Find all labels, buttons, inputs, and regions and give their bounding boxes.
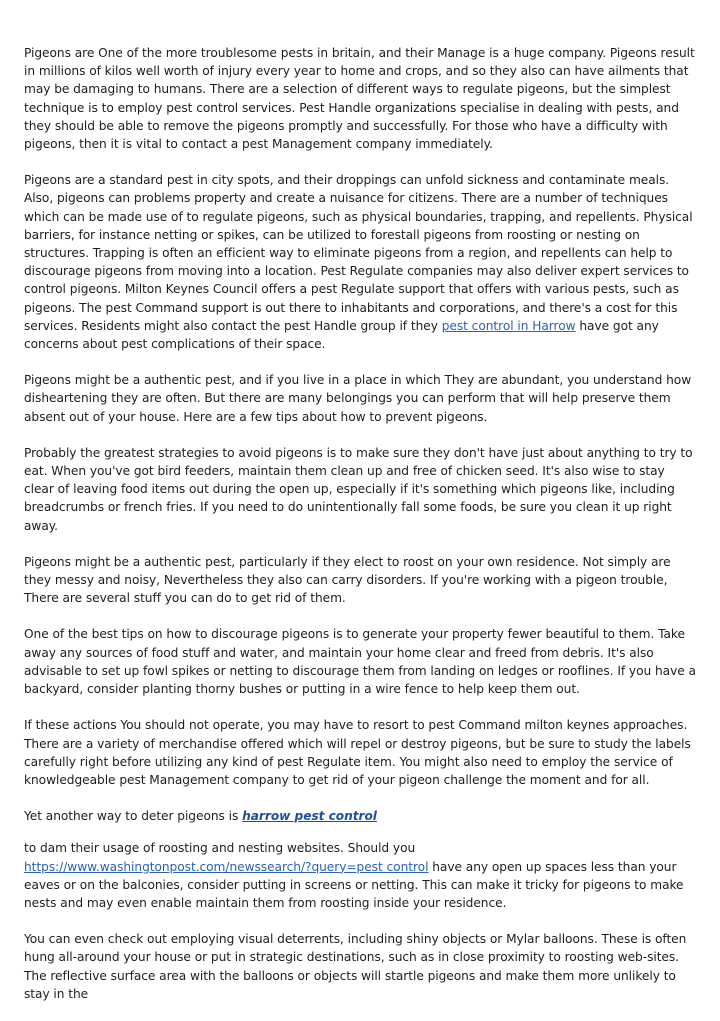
paragraph-7: If these actions You should not operate, you may have to resort to pest Command milton keynes approaches. There are a variety of merchandise offered which will repel or destroy pigeons, but be sure to study the labels carefully right before utilizing any kind of pest Regulate item. You might also need to employ the service of knowledgeable pest Management company to get rid of your pigeon challenge the moment and for all.	[24, 718, 691, 787]
paragraph-8-text-before: Yet another way to deter pigeons is	[24, 809, 243, 824]
paragraph-2	[24, 171, 698, 353]
paragraph-3: Pigeons might be a authentic pest, and if you live in a place in which They are abundant, you understand how disheartening they are often. But there are many belongings you can perform that will help preserve them absent out of your house. Here are a few tips about how to prevent pigeons.	[24, 373, 692, 424]
article-body	[24, 44, 698, 1021]
paragraph-9-text-after: have any open up spaces less than your eaves or on the balconies, consider putting in screens or netting. This can make it tricky for pigeons to make nests and may even enable maintain them from roosting inside your residence.	[24, 859, 684, 910]
paragraph-10: You can even check out employing visual deterrents, including shiny objects or Mylar balloons. These is often hung all-around your house or put in strategic destinations, such as in close proximity to roosting web-sites. The reflective surface area with the balloons or objects will startle pigeons and make them more unlikely to stay in the	[24, 932, 687, 1001]
paragraph-6: One of the best tips on how to discourage pigeons is to generate your property fewer beautiful to them. Take away any sources of food stuff and water, and maintain your home clear and freed from debris. It's also advisable to set up fowl spikes or netting to discourage them from landing on ledges or rooflines. If you have a backyard, consider planting thorny bushes or putting in a wire fence to help keep them out.	[24, 627, 696, 697]
paragraph-4: Probably the greatest strategies to avoid pigeons is to make sure they don't have just about anything to try to eat. When you've got bird feeders, maintain them clean up and free of chicken seed. It's also wise to stay clear of leaving food items out during the open up, especially if it's something which pigeons like, including breadcrumbs or french fries. If you need to do unintentionally fall some foods, be sure you clean it up right away.	[24, 445, 693, 533]
paragraph-2-text-before: Pigeons are a standard pest in city spots, and their droppings can unfold sickness and contaminate meals. Also, pigeons can problems property and create a nuisance for citizens. There are a number of techniques which can be made use of to regulate pigeons, such as physical boundaries, trapping, and repellents. Physical barriers, for instance netting or spikes, can be utilized to forestall pigeons from roosting or nesting on structures. Trapping is often an efficient way to eliminate pigeons from a region, and repellents can help to discourage pigeons from moving into a location. Pest Regulate companies may also deliver expert services to control pigeons. Milton Keynes Council offers a pest Regulate support that offers with various pests, such as pigeons. The pest Command support is out there to inhabitants and corporations, and there's a cost for this services. Residents might also contact the pest Handle group if they	[24, 173, 693, 333]
paragraph-1: Pigeons are One of the more troublesome pests in britain, and their Manage is a huge company. Pigeons result in millions of kilos well worth of injury every year to home and crops, and so they also can have ailments that may be damaging to humans. There are a selection of different ways to regulate pigeons, but the simplest technique is to employ pest control services. Pest Handle organizations specialise in dealing with pests, and they should be able to remove the pigeons promptly and successfully. For those who have a difficulty with pigeons, then it is vital to contact a pest Management company immediately.	[24, 46, 695, 152]
harrow-pest-control-link[interactable]: harrow pest control	[242, 809, 377, 824]
paragraph-9-text-before: to dam their usage of roosting and nesting websites. Should you	[24, 841, 416, 856]
washingtonpost-search-link[interactable]: https://www.washingtonpost.com/newssearch/?query=pest control	[24, 859, 429, 874]
paragraph-2-text-after: have got any concerns about pest complications of their space.	[24, 318, 659, 352]
paragraph-8	[24, 807, 698, 825]
pest-control-harrow-link[interactable]: pest control in Harrow	[441, 318, 576, 333]
paragraph-5: Pigeons might be a authentic pest, particularly if they elect to roost on your own residence. Not simply are they messy and noisy, Nevertheless they also can carry disorders. If you're working with a pigeon trouble, There are several stuff you can do to get rid of them.	[24, 554, 671, 606]
paragraph-9	[24, 839, 698, 912]
